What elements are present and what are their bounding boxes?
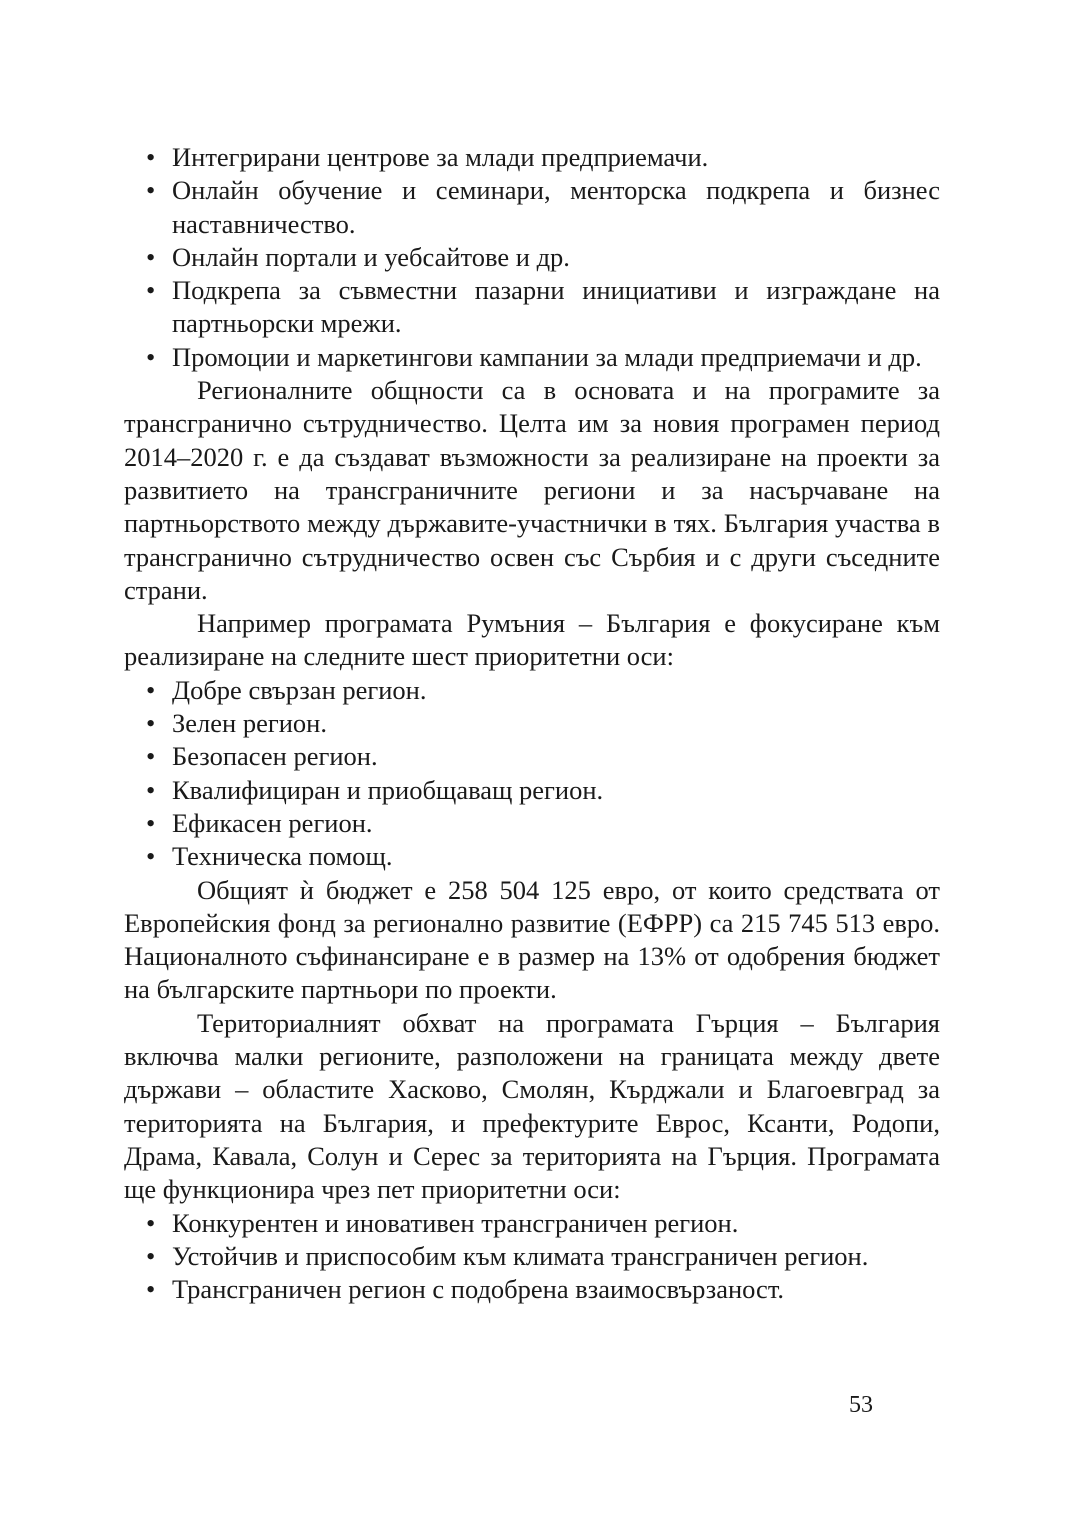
bullet-list-romania-bulgaria-axes <box>124 674 940 874</box>
bullet-icon: • <box>146 674 156 705</box>
page-body <box>124 141 940 1306</box>
bullet-icon: • <box>146 341 156 372</box>
page-number: 53 <box>849 1392 873 1418</box>
list-item-text: Безопасен регион. <box>172 741 378 772</box>
list-item-text: Трансграничен регион с подобрена взаимосвързаност. <box>172 1274 785 1305</box>
bullet-icon: • <box>146 1207 156 1238</box>
list-item <box>124 274 940 341</box>
list-item <box>124 174 940 241</box>
bullet-icon: • <box>146 1240 156 1271</box>
bullet-list-youth-entrepreneurship <box>124 141 940 374</box>
list-item <box>124 774 940 807</box>
bullet-icon: • <box>146 175 156 206</box>
list-item-text: Промоции и маркетингови кампании за млади предприемачи и др. <box>172 341 922 372</box>
bullet-icon: • <box>146 275 156 306</box>
bullet-icon: • <box>146 841 156 872</box>
paragraph-romania-bulgaria-intro: Например програмата Румъния – България е фокусиране към реализиране на следните шест приоритетни оси: <box>124 608 940 672</box>
bullet-icon: • <box>146 1274 156 1305</box>
list-item-text: Подкрепа за съвместни пазарни инициативи и изграждане на партньорски мрежи. <box>172 275 940 339</box>
list-item-text: Онлайн портали и уебсайтове и др. <box>172 241 570 272</box>
list-item <box>124 1240 940 1273</box>
list-item-text: Ефикасен регион. <box>172 807 373 838</box>
list-item <box>124 1207 940 1240</box>
list-item-text: Квалифициран и приобщаващ регион. <box>172 774 604 805</box>
bullet-list-greece-bulgaria-axes <box>124 1207 940 1307</box>
bullet-icon: • <box>146 774 156 805</box>
bullet-icon: • <box>146 241 156 272</box>
paragraph-greece-bulgaria-scope: Териториалният обхват на програмата Гърция – България включва малки регионите, разположени на границата между двете държави – областите Хасково, Смолян, Кърджали и Благоевград за територията на България, и префектурите Еврос, Ксанти, Родопи, Драма, Кавала, Солун и Серес за територията на Гърция. Програмата ще функционира чрез пет приоритетни оси: <box>124 1007 940 1205</box>
list-item <box>124 807 940 840</box>
list-item <box>124 241 940 274</box>
list-item-text: Добре свързан регион. <box>172 674 427 705</box>
list-item <box>124 674 940 707</box>
list-item <box>124 341 940 374</box>
list-item-text: Устойчив и приспособим към климата трансграничен регион. <box>172 1240 869 1271</box>
list-item-text: Онлайн обучение и семинари, менторска подкрепа и бизнес наставничество. <box>172 175 940 239</box>
list-item-text: Конкурентен и иновативен трансграничен регион. <box>172 1207 739 1238</box>
list-item-text: Техническа помощ. <box>172 841 393 872</box>
list-item-text: Интегрирани центрове за млади предприемачи. <box>172 142 709 172</box>
bullet-icon: • <box>146 708 156 739</box>
list-item <box>124 840 940 873</box>
bullet-icon: • <box>146 807 156 838</box>
list-item <box>124 1273 940 1306</box>
bullet-icon: • <box>146 741 156 772</box>
list-item <box>124 141 940 174</box>
list-item <box>124 740 940 773</box>
list-item <box>124 707 940 740</box>
paragraph-budget: Общият ѝ бюджет е 258 504 125 евро, от които средствата от Европейския фонд за регионално развитие (ЕФРР) са 215 745 513 евро. Националното съфинансиране е в размер на 13% от одобрения бюджет на българските партньори по проекти. <box>124 874 940 1005</box>
paragraph-cross-border-cooperation: Регионалните общности са в основата и на програмите за трансгранично сътрудничество. Целта им за новия програмен период 2014–2020 г. е да създават възможности за реализиране на проекти за развитието на трансграничните региони и за насърчаване на партньорството между държавите-участнички в тях. България участва в трансгранично сътрудничество освен със Сърбия и с други съседните страни. <box>124 375 940 605</box>
bullet-icon: • <box>146 142 156 172</box>
list-item-text: Зелен регион. <box>172 708 327 739</box>
